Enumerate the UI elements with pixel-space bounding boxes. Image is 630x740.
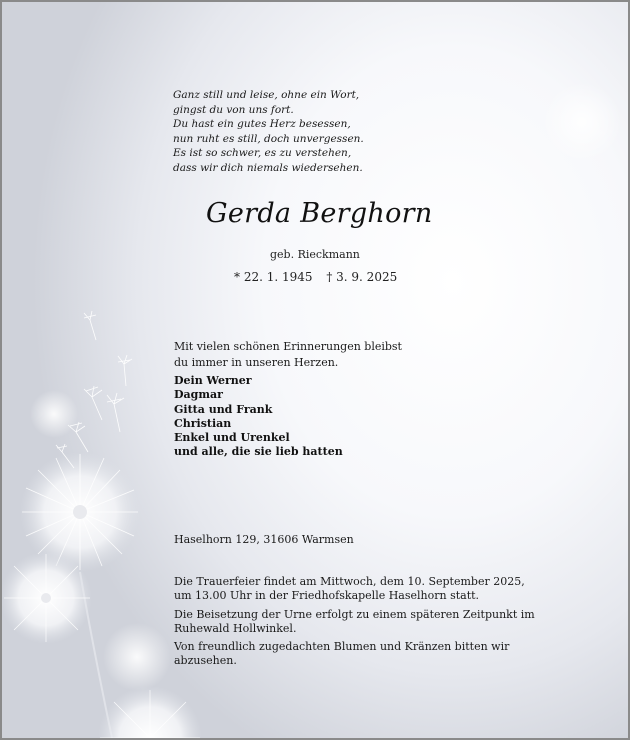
funeral-info xyxy=(174,575,574,604)
urn-line: Ruhewald Hollwinkel. xyxy=(174,621,297,635)
poem xyxy=(173,88,473,176)
bokeh-light xyxy=(542,82,622,162)
deceased-name: Gerda Berghorn xyxy=(206,198,433,229)
flowers-info xyxy=(174,640,574,669)
memory-line: du immer in unseren Herzen. xyxy=(174,355,339,369)
mourner: Christian xyxy=(174,416,232,430)
funeral-line: Die Trauerfeier findet am Mittwoch, dem 10. September 2025, xyxy=(174,575,525,588)
death-date: † 3. 9. 2025 xyxy=(326,270,398,284)
maiden-name: geb. Rieckmann xyxy=(270,248,360,261)
bokeh-light xyxy=(103,623,171,691)
urn-info xyxy=(174,608,574,637)
family-address: Haselhorn 129, 31606 Warmsen xyxy=(174,533,354,546)
urn-line: Die Beisetzung der Urne erfolgt zu einem späteren Zeitpunkt im xyxy=(174,607,535,621)
poem-line: dass wir dich niemals wiedersehen. xyxy=(173,161,363,174)
birth-date: * 22. 1. 1945 xyxy=(234,270,313,284)
dandelion-small xyxy=(2,552,92,644)
poem-line: Es ist so schwer, es zu verstehen, xyxy=(173,147,352,160)
dandelion-bottom xyxy=(98,686,202,738)
mourners-list xyxy=(174,374,343,460)
mourner: Dagmar xyxy=(174,388,223,402)
memory-line: Mit vielen schönen Erinnerungen bleibst xyxy=(174,340,402,353)
flowers-line: abzusehen. xyxy=(174,654,237,668)
life-dates xyxy=(234,270,407,284)
flowers-line: Von freundlich zugedachten Blumen und Kränzen bitten wir xyxy=(174,640,510,654)
poem-line: nun ruht es still, doch unvergessen. xyxy=(173,132,364,145)
poem-line: gingst du von uns fort. xyxy=(173,103,294,116)
flying-seeds xyxy=(56,311,132,468)
mourner: Enkel und Urenkel xyxy=(174,431,290,445)
mourner: und alle, die sie lieb hatten xyxy=(174,445,343,459)
mourner: Gitta und Frank xyxy=(174,402,273,416)
memory-text xyxy=(174,339,494,370)
bokeh-light xyxy=(30,390,78,438)
poem-line: Ganz still und leise, ohne ein Wort, xyxy=(173,89,360,101)
service-details xyxy=(174,575,574,673)
mourner: Dein Werner xyxy=(174,374,252,387)
funeral-line: um 13.00 Uhr in der Friedhofskapelle Haselhorn statt. xyxy=(174,589,480,603)
poem-line: Du hast ein gutes Herz besessen, xyxy=(173,118,351,131)
